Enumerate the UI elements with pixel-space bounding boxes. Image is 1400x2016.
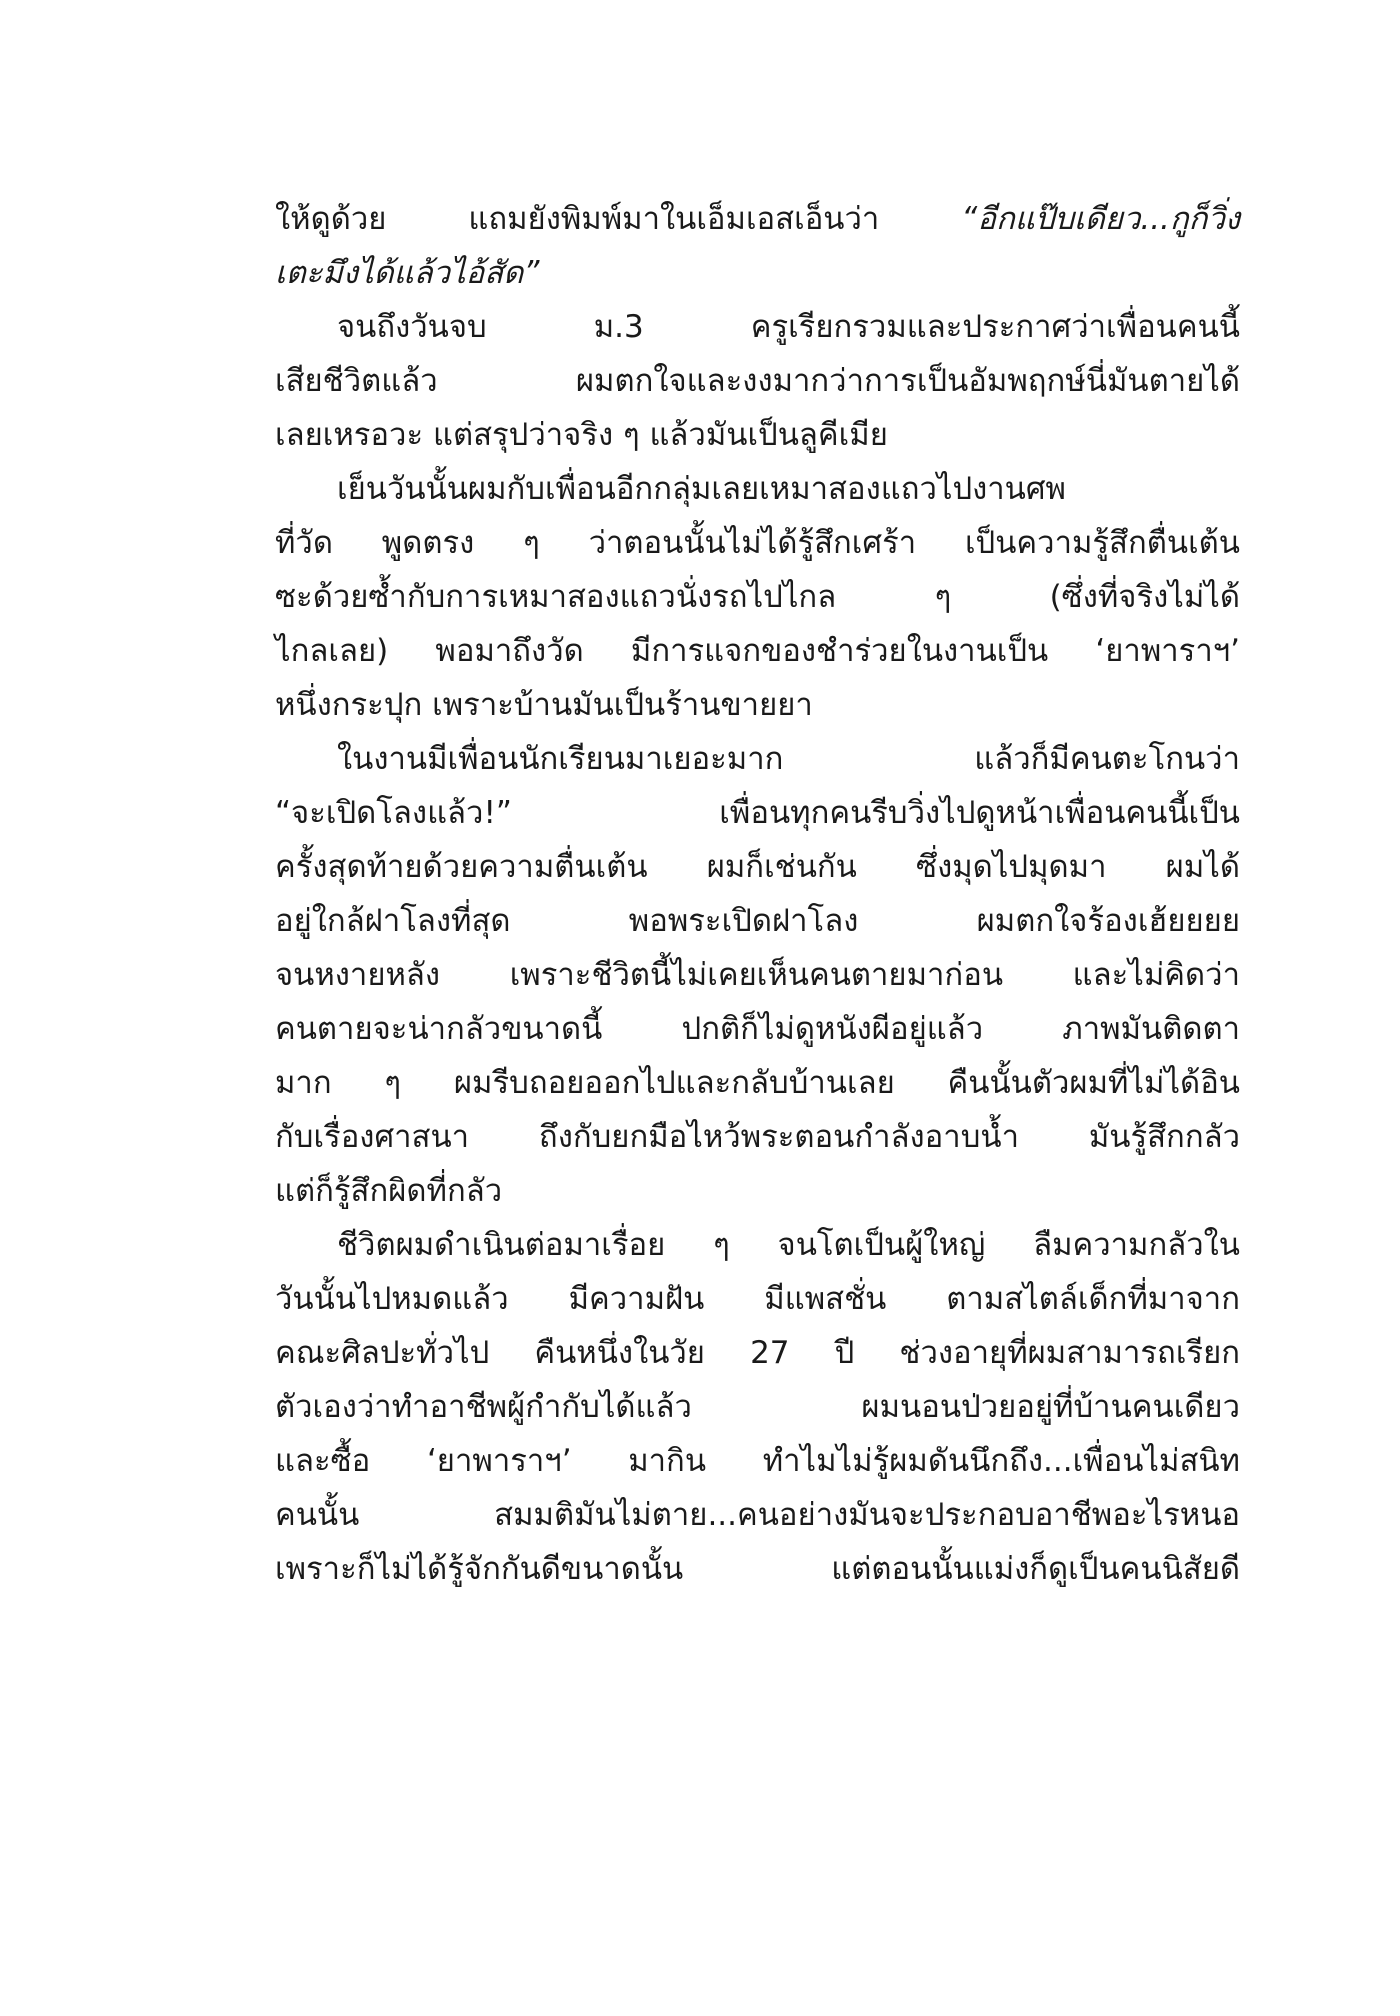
- text-line: คนนั้น สมมติมันไม่ตาย...คนอย่างมันจะประกอบอาชีพอะไรหนอ: [275, 1497, 1240, 1533]
- text-line: เย็นวันนั้นผมกับเพื่อนอีกกลุ่มเลยเหมาสองแถวไปงานศพ: [337, 471, 1066, 507]
- text-line: ตัวเองว่าทำอาชีพผู้กำกับได้แล้ว ผมนอนป่วยอยู่ที่บ้านคนเดียว: [275, 1389, 1240, 1425]
- text-line: ที่วัด พูดตรง ๆ ว่าตอนนั้นไม่ได้รู้สึกเศร้า เป็นความรู้สึกตื่นเต้น: [275, 525, 1240, 561]
- quote-run: “อีกแป๊บเดียว...กูก็วิ่ง: [961, 201, 1240, 237]
- text-line: เสียชีวิตแล้ว ผมตกใจและงงมากว่าการเป็นอัมพฤกษ์นี่มันตายได้: [275, 363, 1240, 399]
- text-line: และซื้อ ‘ยาพาราฯ’ มากิน ทำไมไม่รู้ผมดันนึกถึง...เพื่อนไม่สนิท: [275, 1443, 1240, 1479]
- text-line: กับเรื่องศาสนา ถึงกับยกมือไหว้พระตอนกำลังอาบน้ำ มันรู้สึกกลัว: [275, 1119, 1240, 1155]
- text-line: ชีวิตผมดำเนินต่อมาเรื่อย ๆ จนโตเป็นผู้ใหญ่ ลืมความกลัวใน: [337, 1227, 1240, 1263]
- text-line: มาก ๆ ผมรีบถอยออกไปและกลับบ้านเลย คืนนั้นตัวผมที่ไม่ได้อิน: [275, 1065, 1240, 1101]
- text-run: ให้ดูด้วย แถมยังพิมพ์มาในเอ็มเอสเอ็นว่า: [275, 201, 962, 237]
- text-line: เพราะก็ไม่ได้รู้จักกันดีขนาดนั้น แต่ตอนนั้นแม่งก็ดูเป็นคนนิสัยดี: [275, 1551, 1240, 1587]
- text-line: คณะศิลปะทั่วไป คืนหนึ่งในวัย 27 ปี ช่วงอายุที่ผมสามารถเรียก: [275, 1335, 1240, 1371]
- text-line: [275, 246, 1240, 300]
- text-line: เลยเหรอวะ แต่สรุปว่าจริง ๆ แล้วมันเป็นลูคีเมีย: [275, 417, 888, 453]
- text-line: แต่ก็รู้สึกผิดที่กลัว: [275, 1173, 503, 1209]
- text-line: [275, 192, 1240, 246]
- text-line: คนตายจะน่ากลัวขนาดนี้ ปกติก็ไม่ดูหนังผีอยู่แล้ว ภาพมันติดตา: [275, 1011, 1240, 1047]
- text-line: ครั้งสุดท้ายด้วยความตื่นเต้น ผมก็เช่นกัน ซึ่งมุดไปมุดมา ผมได้: [275, 849, 1240, 885]
- text-line: ในงานมีเพื่อนนักเรียนมาเยอะมาก แล้วก็มีคนตะโกนว่า: [337, 741, 1240, 777]
- text-line: ไกลเลย) พอมาถึงวัด มีการแจกของชำร่วยในงานเป็น ‘ยาพาราฯ’: [275, 633, 1240, 669]
- text-line: อยู่ใกล้ฝาโลงที่สุด พอพระเปิดฝาโลง ผมตกใจร้องเฮ้ยยยย: [275, 903, 1240, 939]
- text-line: หนึ่งกระปุก เพราะบ้านมันเป็นร้านขายยา: [275, 687, 813, 723]
- body-text: [275, 192, 1240, 1596]
- text-line: “จะเปิดโลงแล้ว!” เพื่อนทุกคนรีบวิ่งไปดูหน้าเพื่อนคนนี้เป็น: [275, 795, 1240, 831]
- text-line: จนหงายหลัง เพราะชีวิตนี้ไม่เคยเห็นคนตายมาก่อน และไม่คิดว่า: [275, 957, 1240, 993]
- quote-run: เตะมึงได้แล้วไอ้สัด”: [275, 255, 540, 291]
- text-line: วันนั้นไปหมดแล้ว มีความฝัน มีแพสชั่น ตามสไตล์เด็กที่มาจาก: [275, 1281, 1240, 1317]
- text-line: จนถึงวันจบ ม.3 ครูเรียกรวมและประกาศว่าเพื่อนคนนี้: [337, 309, 1240, 345]
- text-line: ซะด้วยซ้ำกับการเหมาสองแถวนั่งรถไปไกล ๆ (ซึ่งที่จริงไม่ได้: [275, 579, 1240, 615]
